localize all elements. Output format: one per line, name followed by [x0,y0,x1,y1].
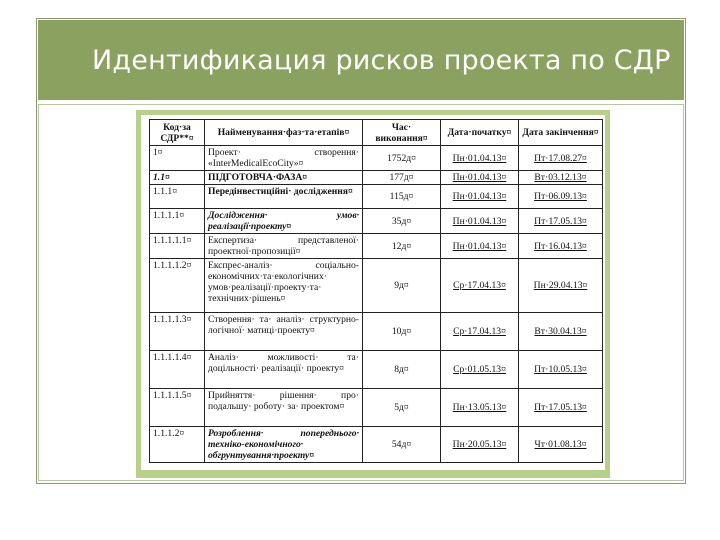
row-code: 1.1.1¤ [150,185,205,209]
row-end: Пт·17.05.13¤ [519,209,603,234]
row-name: Експрес-аналіз· соціально-економічних·та·екологічних· умов·реалізації·проекту·та· технічних·рішень¤ [205,259,363,313]
row-code: 1.1¤ [150,171,205,185]
row-end: Вт·30.04.13¤ [519,313,603,351]
document-page [141,115,605,470]
row-end: Пт·16.04.13¤ [519,234,603,259]
row-start: Ср·17.04.13¤ [441,259,519,313]
table-row [150,389,603,427]
row-name: Розроблення· попереднього· техніко-економічного· обгрунтування·проекту¤ [205,427,363,463]
row-name: ПІДГОТОВЧА·ФАЗА¤ [205,171,363,185]
row-end: Вт·03.12.13¤ [519,171,603,185]
header-start: Дата·початку¤ [441,120,519,146]
row-duration: 1752д¤ [363,146,441,171]
table-row [150,209,603,234]
row-code: 1.1.1.1¤ [150,209,205,234]
row-name: Аналіз· можливості· та· доцільності· реалізації· проекту¤ [205,351,363,389]
row-start: Пн·01.04.13¤ [441,171,519,185]
row-duration: 10д¤ [363,313,441,351]
row-duration: 5д¤ [363,389,441,427]
table-row [150,146,603,171]
header-name: Найменування·фаз·та·етапів¤ [205,120,363,146]
table-row [150,259,603,313]
row-start: Ср·01.05.13¤ [441,351,519,389]
row-start: Ср·17.04.13¤ [441,313,519,351]
row-start: Пн·01.04.13¤ [441,146,519,171]
row-name: Прийняття· рішення· про· подальшу· роботу· за· проектом¤ [205,389,363,427]
header-end: Дата закінчення¤ [519,120,603,146]
row-name: Дослідження· умов· реалізації·проекту¤ [205,209,363,234]
row-start: Пн·01.04.13¤ [441,185,519,209]
row-start: Пн·20.05.13¤ [441,427,519,463]
header-duration: Час· виконання¤ [363,120,441,146]
row-duration: 9д¤ [363,259,441,313]
document-image [136,110,610,478]
row-name: Проект· створення· «InterMedicalEcoCity»¤ [205,146,363,171]
table-row [150,427,603,463]
row-code: 1.1.1.2¤ [150,427,205,463]
row-duration: 35д¤ [363,209,441,234]
header-code: Код·за СДР**¤ [150,120,205,146]
row-duration: 54д¤ [363,427,441,463]
row-start: Пн·13.05.13¤ [441,389,519,427]
row-code: 1.1.1.1.4¤ [150,351,205,389]
table-row [150,171,603,185]
row-start: Пн·01.04.13¤ [441,234,519,259]
row-code: 1¤ [150,146,205,171]
row-duration: 115д¤ [363,185,441,209]
row-end: Пн·29.04.13¤ [519,259,603,313]
row-end: Пт·06.09.13¤ [519,185,603,209]
row-duration: 12д¤ [363,234,441,259]
table-row [150,313,603,351]
row-end: Чт·01.08.13¤ [519,427,603,463]
wbs-table [149,119,603,463]
row-code: 1.1.1.1.1¤ [150,234,205,259]
row-code: 1.1.1.1.2¤ [150,259,205,313]
row-code: 1.1.1.1.3¤ [150,313,205,351]
table-row [150,234,603,259]
row-code: 1.1.1.1.5¤ [150,389,205,427]
row-duration: 177д¤ [363,171,441,185]
row-name: Створення· та· аналіз· структурно-логічної· матиці·проекту¤ [205,313,363,351]
row-end: Пт·17.05.13¤ [519,389,603,427]
slide-title: Идентификация рисков проекта по СДР [92,44,671,76]
table-header-row [150,120,603,146]
row-name: Передінвестиційні· дослідження¤ [205,185,363,209]
title-bar [38,20,684,100]
row-end: Пт·10.05.13¤ [519,351,603,389]
table-row [150,351,603,389]
table-row [150,185,603,209]
row-end: Пт·17.08.27¤ [519,146,603,171]
row-duration: 8д¤ [363,351,441,389]
row-name: Експертиза· представленої· проектної·пропозиції¤ [205,234,363,259]
row-start: Пн·01.04.13¤ [441,209,519,234]
